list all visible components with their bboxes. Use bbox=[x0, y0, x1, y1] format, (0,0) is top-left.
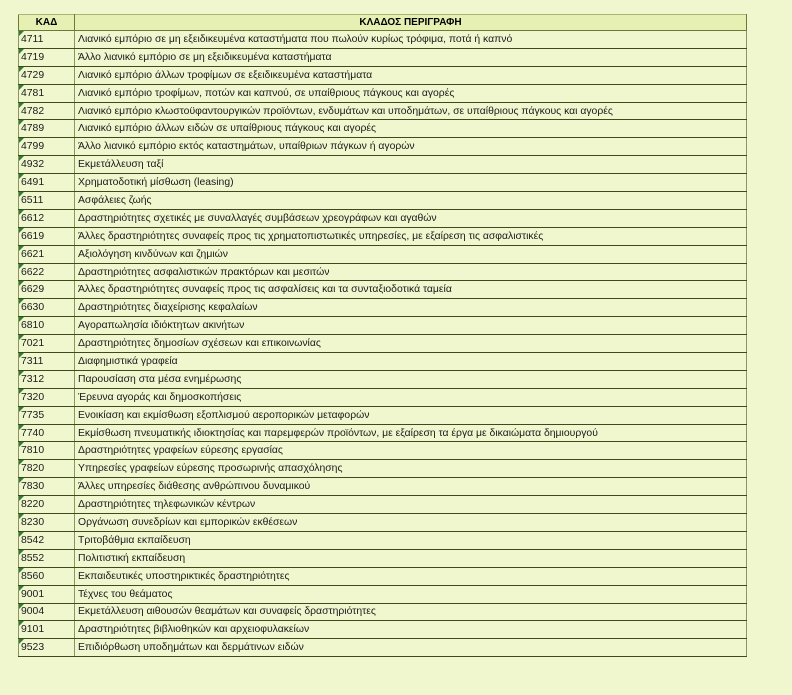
kad-description-cell[interactable]: Επιδιόρθωση υποδημάτων και δερμάτινων ειδών bbox=[75, 639, 747, 657]
kad-description-cell[interactable]: Λιανικό εμπόριο άλλων τροφίμων σε εξειδικευμένα καταστήματα bbox=[75, 66, 747, 84]
kad-code-cell[interactable]: 6619 bbox=[19, 227, 75, 245]
kad-description-cell[interactable]: Άλλο λιανικό εμπόριο σε μη εξειδικευμένα καταστήματα bbox=[75, 48, 747, 66]
kad-code-cell[interactable]: 4781 bbox=[19, 84, 75, 102]
table-row bbox=[19, 138, 747, 156]
kad-code-cell[interactable]: 4789 bbox=[19, 120, 75, 138]
kad-description-cell[interactable]: Ενοικίαση και εκμίσθωση εξοπλισμού αεροπορικών μεταφορών bbox=[75, 406, 747, 424]
kad-description-cell[interactable]: Λιανικό εμπόριο κλωστοϋφαντουργικών προϊόντων, ενδυμάτων και υποδημάτων, σε υπαίθριους πάγκους και αγορές bbox=[75, 102, 747, 120]
kad-description-cell[interactable]: Υπηρεσίες γραφείων εύρεσης προσωρινής απασχόλησης bbox=[75, 460, 747, 478]
kad-description-cell[interactable]: Αξιολόγηση κινδύνων και ζημιών bbox=[75, 245, 747, 263]
table-row bbox=[19, 317, 747, 335]
kad-description-cell[interactable]: Άλλες υπηρεσίες διάθεσης ανθρώπινου δυναμικού bbox=[75, 478, 747, 496]
kad-code-cell[interactable]: 8560 bbox=[19, 567, 75, 585]
table-row bbox=[19, 585, 747, 603]
table-row bbox=[19, 102, 747, 120]
kad-code-cell[interactable]: 9523 bbox=[19, 639, 75, 657]
kad-description-cell[interactable]: Δραστηριότητες σχετικές με συναλλαγές συμβάσεων χρεογράφων και αγαθών bbox=[75, 209, 747, 227]
kad-description-cell[interactable]: Παρουσίαση στα μέσα ενημέρωσης bbox=[75, 370, 747, 388]
kad-code-cell[interactable]: 4729 bbox=[19, 66, 75, 84]
kad-description-cell[interactable]: Δραστηριότητες γραφείων εύρεσης εργασίας bbox=[75, 442, 747, 460]
table-row bbox=[19, 549, 747, 567]
kad-code-cell[interactable]: 7830 bbox=[19, 478, 75, 496]
table-row bbox=[19, 370, 747, 388]
table-row bbox=[19, 335, 747, 353]
table-row bbox=[19, 460, 747, 478]
kad-description-cell[interactable]: Χρηματοδοτική μίσθωση (leasing) bbox=[75, 174, 747, 192]
kad-code-cell[interactable]: 8230 bbox=[19, 514, 75, 532]
table-row bbox=[19, 120, 747, 138]
kad-description-cell[interactable]: Δραστηριότητες ασφαλιστικών πρακτόρων και μεσιτών bbox=[75, 263, 747, 281]
kad-description-cell[interactable]: Τέχνες του θεάματος bbox=[75, 585, 747, 603]
table-row bbox=[19, 245, 747, 263]
kad-code-cell[interactable]: 6511 bbox=[19, 192, 75, 210]
table-row bbox=[19, 531, 747, 549]
kad-description-cell[interactable]: Οργάνωση συνεδρίων και εμπορικών εκθέσεων bbox=[75, 514, 747, 532]
table-row bbox=[19, 31, 747, 49]
kad-code-cell[interactable]: 4799 bbox=[19, 138, 75, 156]
kad-table bbox=[18, 14, 747, 657]
header-row bbox=[19, 15, 747, 31]
kad-description-cell[interactable]: Δραστηριότητες διαχείρισης κεφαλαίων bbox=[75, 299, 747, 317]
kad-description-cell[interactable]: Εκμετάλλευση ταξί bbox=[75, 156, 747, 174]
kad-description-cell[interactable]: Ασφάλειες ζωής bbox=[75, 192, 747, 210]
table-row bbox=[19, 281, 747, 299]
kad-code-cell[interactable]: 4782 bbox=[19, 102, 75, 120]
table-row bbox=[19, 496, 747, 514]
table-row bbox=[19, 48, 747, 66]
table-row bbox=[19, 514, 747, 532]
kad-description-cell[interactable]: Τριτοβάθμια εκπαίδευση bbox=[75, 531, 747, 549]
kad-description-cell[interactable]: Εκμίσθωση πνευματικής ιδιοκτησίας και παρεμφερών προϊόντων, με εξαίρεση τα έργα με δικαιώματα δημιουργού bbox=[75, 424, 747, 442]
table-row bbox=[19, 353, 747, 371]
table-row bbox=[19, 192, 747, 210]
table-row bbox=[19, 388, 747, 406]
kad-code-cell[interactable]: 7735 bbox=[19, 406, 75, 424]
kad-code-cell[interactable]: 4711 bbox=[19, 31, 75, 49]
kad-description-cell[interactable]: Λιανικό εμπόριο τροφίμων, ποτών και καπνού, σε υπαίθριους πάγκους και αγορές bbox=[75, 84, 747, 102]
table-row bbox=[19, 156, 747, 174]
kad-code-cell[interactable]: 6630 bbox=[19, 299, 75, 317]
kad-description-cell[interactable]: Διαφημιστικά γραφεία bbox=[75, 353, 747, 371]
kad-code-cell[interactable]: 4719 bbox=[19, 48, 75, 66]
kad-description-cell[interactable]: Δραστηριότητες δημοσίων σχέσεων και επικοινωνίας bbox=[75, 335, 747, 353]
kad-code-cell[interactable]: 6621 bbox=[19, 245, 75, 263]
table-row bbox=[19, 406, 747, 424]
table-row bbox=[19, 424, 747, 442]
table-row bbox=[19, 567, 747, 585]
table-row bbox=[19, 209, 747, 227]
table-row bbox=[19, 227, 747, 245]
table-body bbox=[19, 31, 747, 657]
kad-code-cell[interactable]: 9004 bbox=[19, 603, 75, 621]
kad-description-cell[interactable]: Πολιτιστική εκπαίδευση bbox=[75, 549, 747, 567]
kad-code-cell[interactable]: 7740 bbox=[19, 424, 75, 442]
kad-description-cell[interactable]: Δραστηριότητες βιβλιοθηκών και αρχειοφυλακείων bbox=[75, 621, 747, 639]
kad-description-cell[interactable]: Άλλες δραστηριότητες συναφείς προς τις ασφαλίσεις και τα συνταξιοδοτικά ταμεία bbox=[75, 281, 747, 299]
table-row bbox=[19, 263, 747, 281]
table-row bbox=[19, 478, 747, 496]
kad-description-cell[interactable]: Λιανικό εμπόριο άλλων ειδών σε υπαίθριους πάγκους και αγορές bbox=[75, 120, 747, 138]
kad-sheet bbox=[18, 14, 747, 657]
kad-code-cell[interactable]: 8220 bbox=[19, 496, 75, 514]
kad-code-cell[interactable]: 4932 bbox=[19, 156, 75, 174]
kad-code-cell[interactable]: 7311 bbox=[19, 353, 75, 371]
kad-description-cell[interactable]: Έρευνα αγοράς και δημοσκοπήσεις bbox=[75, 388, 747, 406]
table-row bbox=[19, 442, 747, 460]
kad-description-cell[interactable]: Δραστηριότητες τηλεφωνικών κέντρων bbox=[75, 496, 747, 514]
kad-description-cell[interactable]: Άλλο λιανικό εμπόριο εκτός καταστημάτων, υπαίθριων πάγκων ή αγορών bbox=[75, 138, 747, 156]
kad-code-cell[interactable]: 7320 bbox=[19, 388, 75, 406]
table-row bbox=[19, 299, 747, 317]
header-description: ΚΛΑΔΟΣ ΠΕΡΙΓΡΑΦΗ bbox=[75, 15, 747, 31]
kad-code-cell[interactable]: 9001 bbox=[19, 585, 75, 603]
kad-code-cell[interactable]: 6491 bbox=[19, 174, 75, 192]
table-row bbox=[19, 621, 747, 639]
table-row bbox=[19, 84, 747, 102]
kad-code-cell[interactable]: 8552 bbox=[19, 549, 75, 567]
kad-code-cell[interactable]: 7021 bbox=[19, 335, 75, 353]
kad-code-cell[interactable]: 6629 bbox=[19, 281, 75, 299]
kad-code-cell[interactable]: 7810 bbox=[19, 442, 75, 460]
kad-code-cell[interactable]: 7820 bbox=[19, 460, 75, 478]
kad-code-cell[interactable]: 6810 bbox=[19, 317, 75, 335]
kad-description-cell[interactable]: Αγοραπωλησία ιδιόκτητων ακινήτων bbox=[75, 317, 747, 335]
kad-code-cell[interactable]: 9101 bbox=[19, 621, 75, 639]
table-row bbox=[19, 174, 747, 192]
kad-code-cell[interactable]: 8542 bbox=[19, 531, 75, 549]
kad-description-cell[interactable]: Άλλες δραστηριότητες συναφείς προς τις χρηματοπιστωτικές υπηρεσίες, με εξαίρεση τις ασφαλιστικές bbox=[75, 227, 747, 245]
table-row bbox=[19, 603, 747, 621]
kad-description-cell[interactable]: Εκμετάλλευση αιθουσών θεαμάτων και συναφείς δραστηριότητες bbox=[75, 603, 747, 621]
kad-description-cell[interactable]: Εκπαιδευτικές υποστηρικτικές δραστηριότητες bbox=[75, 567, 747, 585]
kad-code-cell[interactable]: 6622 bbox=[19, 263, 75, 281]
table-row bbox=[19, 66, 747, 84]
kad-code-cell[interactable]: 6612 bbox=[19, 209, 75, 227]
kad-code-cell[interactable]: 7312 bbox=[19, 370, 75, 388]
table-row bbox=[19, 639, 747, 657]
header-code: ΚΑΔ bbox=[19, 15, 75, 31]
kad-description-cell[interactable]: Λιανικό εμπόριο σε μη εξειδικευμένα καταστήματα που πωλούν κυρίως τρόφιμα, ποτά ή καπνό bbox=[75, 31, 747, 49]
